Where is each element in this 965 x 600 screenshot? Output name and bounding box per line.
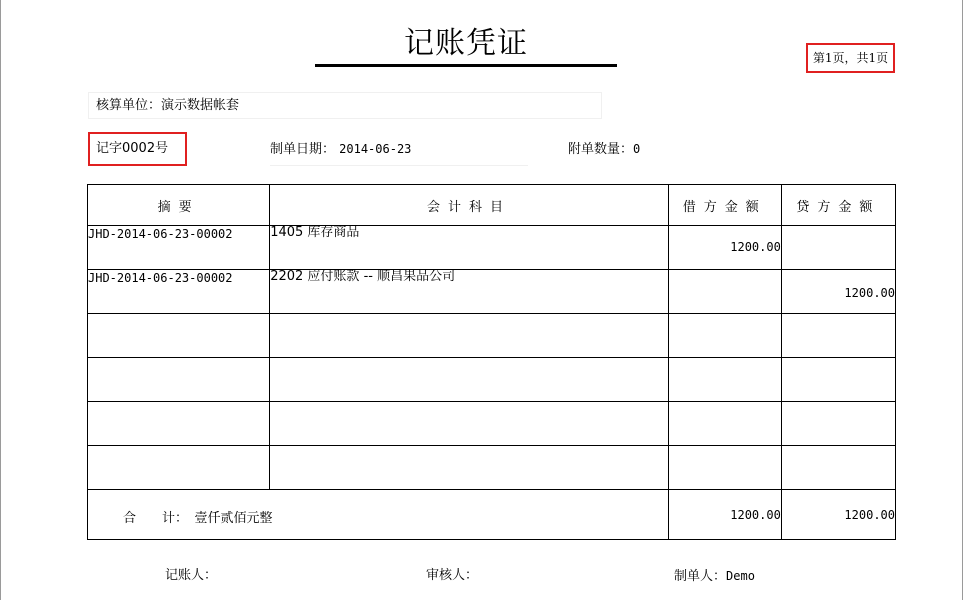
- row-account-cell[interactable]: [270, 402, 668, 446]
- row-debit: [669, 358, 781, 372]
- header-credit: 贷方金额: [781, 185, 895, 226]
- total-credit-cell: [781, 490, 895, 540]
- total-row: [88, 490, 896, 540]
- row-summary: [88, 358, 269, 359]
- preparer-value: Demo: [726, 569, 755, 583]
- row-debit-cell[interactable]: [668, 226, 781, 270]
- row-summary-cell[interactable]: [88, 226, 270, 270]
- row-summary: JHD-2014-06-23-00002: [88, 271, 233, 285]
- row-credit: [782, 314, 895, 330]
- row-debit: [669, 314, 781, 328]
- table-row: [88, 314, 896, 358]
- row-account: 2202 应付账款 -- 顺昌果品公司: [270, 270, 456, 284]
- preparer-label: 制单人：: [674, 569, 727, 584]
- row-account-cell[interactable]: [270, 358, 668, 402]
- row-debit-cell[interactable]: [668, 446, 781, 490]
- accounting-unit-value: 演示数据帐套: [161, 98, 240, 113]
- row-credit-cell[interactable]: [781, 270, 895, 314]
- page-info: 第1页，共1页: [806, 43, 895, 73]
- row-credit: [782, 358, 895, 374]
- voucher-number: 记字0002号: [88, 132, 187, 166]
- prepare-date: [270, 137, 528, 166]
- header-debit: 借方金额: [668, 185, 781, 226]
- row-summary-cell[interactable]: [88, 314, 270, 358]
- row-credit-cell[interactable]: [781, 226, 895, 270]
- table-row: [88, 446, 896, 490]
- row-summary-cell[interactable]: [88, 402, 270, 446]
- row-credit-cell[interactable]: [781, 314, 895, 358]
- table-header-row: [88, 185, 896, 226]
- accounting-unit-label: 核算单位：: [96, 98, 162, 113]
- row-summary: [88, 446, 269, 447]
- row-account-cell[interactable]: [270, 446, 668, 490]
- row-credit: [782, 226, 895, 242]
- header-account: 会计科目: [270, 185, 668, 226]
- row-debit: [669, 270, 781, 284]
- row-account-cell[interactable]: [270, 270, 668, 314]
- total-credit: 1200.00: [844, 508, 895, 522]
- row-credit: [782, 446, 895, 462]
- preparer-signature: [674, 566, 755, 587]
- accounting-unit: [88, 92, 602, 119]
- frame-border-left: [0, 0, 1, 600]
- row-account-cell[interactable]: [270, 314, 668, 358]
- row-debit: [669, 402, 781, 416]
- row-summary-cell[interactable]: [88, 358, 270, 402]
- bookkeeper-signature: [165, 566, 217, 586]
- total-label: [88, 490, 668, 526]
- attachment-count-value: 0: [633, 142, 641, 156]
- voucher-table: [87, 184, 896, 540]
- attachment-count: [568, 137, 768, 161]
- voucher-title: 记账凭证: [315, 24, 617, 67]
- table-row: [88, 402, 896, 446]
- row-summary-cell[interactable]: [88, 270, 270, 314]
- row-credit-cell[interactable]: [781, 402, 895, 446]
- total-debit: 1200.00: [730, 508, 781, 522]
- row-credit-cell[interactable]: [781, 358, 895, 402]
- prepare-date-label: 制单日期：: [270, 142, 336, 157]
- row-debit-cell[interactable]: [668, 314, 781, 358]
- row-debit: [669, 446, 781, 460]
- bookkeeper-label: 记账人：: [165, 568, 218, 583]
- header-summary: 摘要: [88, 185, 270, 226]
- row-debit-cell[interactable]: [668, 358, 781, 402]
- total-debit-cell: [668, 490, 781, 540]
- row-credit: 1200.00: [844, 286, 895, 300]
- table-row: [88, 358, 896, 402]
- row-debit: 1200.00: [730, 240, 781, 254]
- prepare-date-value: 2014-06-23: [339, 142, 412, 156]
- total-caption: 合 计：: [123, 511, 182, 526]
- total-label-cell: [88, 490, 669, 540]
- reviewer-label: 审核人：: [426, 568, 479, 583]
- table-row: [88, 270, 896, 314]
- row-summary: JHD-2014-06-23-00002: [88, 227, 233, 241]
- reviewer-signature: [426, 566, 478, 586]
- frame-border-right: [962, 0, 963, 600]
- row-summary: [88, 402, 269, 403]
- attachment-count-label: 附单数量：: [568, 142, 634, 157]
- row-summary-cell[interactable]: [88, 446, 270, 490]
- row-debit-cell[interactable]: [668, 270, 781, 314]
- row-credit-cell[interactable]: [781, 446, 895, 490]
- table-row: [88, 226, 896, 270]
- row-account-cell[interactable]: [270, 226, 668, 270]
- row-summary: [88, 314, 269, 315]
- row-account: 1405 库存商品: [270, 226, 360, 240]
- row-debit-cell[interactable]: [668, 402, 781, 446]
- row-credit: [782, 402, 895, 418]
- total-amount-words: 壹仟贰佰元整: [194, 511, 273, 526]
